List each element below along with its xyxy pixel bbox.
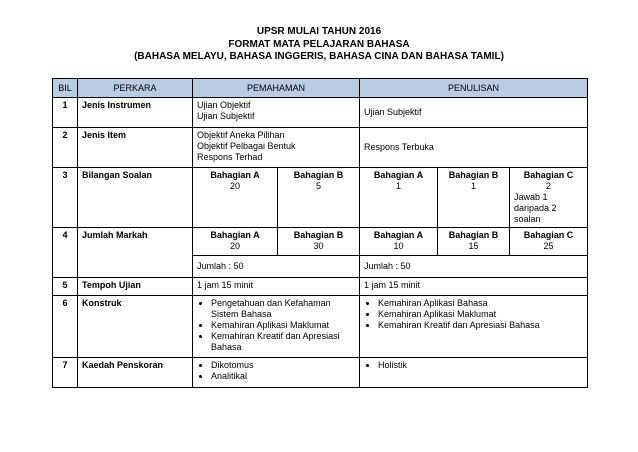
section-heading: Bahagian A <box>373 170 424 180</box>
section-value: 1 <box>396 181 402 191</box>
header-bil: BIL <box>53 79 78 98</box>
document-title-block <box>0 26 638 64</box>
row-number: 2 <box>53 128 78 168</box>
pemahaman-cell <box>193 98 360 128</box>
penulisan-cell: Respons Terbuka <box>360 128 588 168</box>
bullet-list <box>197 360 355 382</box>
penulisan-section-a <box>360 228 438 256</box>
list-item: • Dikotomus <box>211 360 355 371</box>
cell-line: Ujian Subjektif <box>197 111 255 121</box>
section-value: 30 <box>313 241 324 251</box>
list-item: • Pengetahuan dan Kefahaman Sistem Bahasa <box>211 298 355 320</box>
list-item: • Analitikal <box>211 371 355 382</box>
row-label: Kaedah Penskoran <box>78 358 193 388</box>
pemahaman-section-a <box>193 228 278 256</box>
section-heading: Bahagian C <box>523 170 574 180</box>
table-row <box>53 296 588 358</box>
row-label: Bilangan Soalan <box>78 168 193 228</box>
row-label: Konstruk <box>78 296 193 358</box>
format-table <box>52 78 588 388</box>
row-number: 3 <box>53 168 78 228</box>
row-number: 1 <box>53 98 78 128</box>
section-value: 2 <box>546 181 552 191</box>
list-item: • Kemahiran Aplikasi Maklumat <box>211 320 355 331</box>
section-heading: Bahagian B <box>293 230 344 240</box>
pemahaman-total: Jumlah : 50 <box>193 256 360 278</box>
pemahaman-section-b <box>278 228 360 256</box>
table-row <box>53 358 588 388</box>
penulisan-section-b <box>438 228 510 256</box>
section-note: Jawab 1 <box>514 192 548 202</box>
title-line-3: (BAHASA MELAYU, BAHASA INGGERIS, BAHASA CINA DAN BAHASA TAMIL) <box>134 51 504 62</box>
list-item: • Kemahiran Aplikasi Maklumat <box>378 309 583 320</box>
penulisan-cell: 1 jam 15 minit <box>360 278 588 296</box>
pemahaman-section-a <box>193 168 278 228</box>
penulisan-cell: Ujian Subjektif <box>360 98 588 128</box>
cell-line: Objektif Pelbagai Bentuk <box>197 141 296 151</box>
penulisan-section-c <box>510 228 588 256</box>
section-value: 10 <box>393 241 404 251</box>
table-row <box>53 278 588 296</box>
section-note: daripada 2 <box>514 203 557 213</box>
section-heading: Bahagian B <box>293 170 344 180</box>
table-row <box>53 98 588 128</box>
table-row <box>53 168 588 228</box>
penulisan-section-a <box>360 168 438 228</box>
pemahaman-cell: 1 jam 15 minit <box>193 278 360 296</box>
pemahaman-cell <box>193 358 360 388</box>
penulisan-total: Jumlah : 50 <box>360 256 588 278</box>
cell-line: Ujian Objektif <box>197 100 251 110</box>
row-label: Tempoh Ujian <box>78 278 193 296</box>
pemahaman-cell <box>193 296 360 358</box>
section-value: 25 <box>543 241 554 251</box>
header-penulisan: PENULISAN <box>360 79 588 98</box>
list-item: • Kemahiran Kreatif dan Apresiasi Bahasa <box>211 331 355 353</box>
header-row <box>53 79 588 98</box>
section-heading: Bahagian B <box>448 170 499 180</box>
penulisan-section-c <box>510 168 588 228</box>
section-value: 20 <box>229 241 240 251</box>
pemahaman-section-b <box>278 168 360 228</box>
list-item: • Kemahiran Aplikasi Bahasa <box>378 298 583 309</box>
table-row <box>53 128 588 168</box>
cell-line: Respons Terhad <box>197 152 263 162</box>
section-value: 5 <box>316 181 322 191</box>
title-line-2: FORMAT MATA PELAJARAN BAHASA <box>228 38 410 50</box>
header-pemahaman: PEMAHAMAN <box>193 79 360 98</box>
row-number: 4 <box>53 228 78 278</box>
bullet-list <box>364 298 583 331</box>
section-heading: Bahagian B <box>448 230 499 240</box>
header-perkara: PERKARA <box>78 79 193 98</box>
penulisan-section-b <box>438 168 510 228</box>
section-heading: Bahagian C <box>523 230 574 240</box>
table-row <box>53 228 588 256</box>
pemahaman-cell <box>193 128 360 168</box>
row-number: 5 <box>53 278 78 296</box>
list-item: • Kemahiran Kreatif dan Apresiasi Bahasa <box>378 320 583 331</box>
list-item: • Holistik <box>378 360 583 371</box>
row-number: 6 <box>53 296 78 358</box>
section-heading: Bahagian A <box>210 170 260 180</box>
section-note: soalan <box>514 214 541 224</box>
bullet-list <box>197 298 355 353</box>
row-label: Jenis Item <box>78 128 193 168</box>
row-number: 7 <box>53 358 78 388</box>
title-line-1: UPSR MULAI TAHUN 2016 <box>256 26 382 37</box>
section-value: 20 <box>229 181 240 191</box>
bullet-list <box>364 360 583 371</box>
section-value: 1 <box>471 181 477 191</box>
row-label: Jenis Instrumen <box>78 98 193 128</box>
penulisan-cell <box>360 296 588 358</box>
section-heading: Bahagian A <box>373 230 424 240</box>
section-heading: Bahagian A <box>210 230 260 240</box>
cell-line: Objektif Aneka Pilihan <box>197 130 285 140</box>
row-label: Jumlah Markah <box>78 228 193 278</box>
section-value: 15 <box>468 241 479 251</box>
penulisan-cell <box>360 358 588 388</box>
